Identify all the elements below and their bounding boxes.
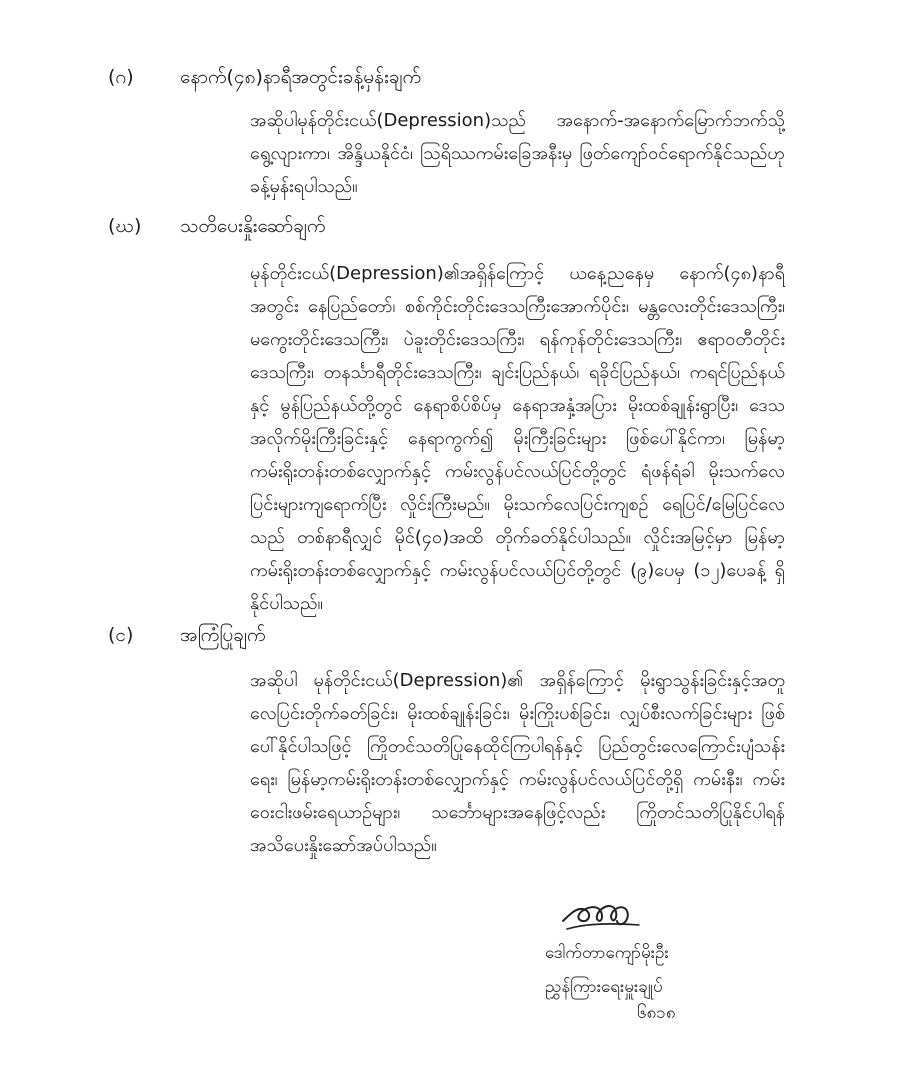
signatory-title: ညွှန်ကြားရေးမှူးချုပ်	[545, 977, 663, 997]
section-heading: သတိပေးနှိုးဆော်ချက်	[180, 215, 326, 237]
section-marker: (ဂ)	[108, 66, 134, 88]
section-body: မုန်တိုင်းငယ်(Depression)၏အရှိန်ကြောင့် ယနေ့ညနေမှ နောက်(၄၈)နာရီအတွင်း နေပြည်တော်၊ စစ်ကိုင်းတိုင်းဒေသကြီးအောက်ပိုင်း၊ မန္တလေးတိုင်းဒေသကြီး၊ မကွေးတိုင်းဒေသကြီး၊ ပဲခူးတိုင်းဒေသကြီး၊ ရန်ကုန်တိုင်းဒေသကြီး၊ ဧရာဝတီတိုင်းဒေသကြီး၊ တနင်္သာရီတိုင်းဒေသကြီး၊ ချင်းပြည်နယ်၊ ရခိုင်ပြည်နယ်၊ ကရင်ပြည်နယ်နှင့် မွန်ပြည်နယ်တို့တွင် နေရာစိပ်စိပ်မှ နေရာအနှံ့အပြား မိုးထစ်ချုန်းရွာပြီး၊ ဒေသအလိုက်မိုးကြီးခြင်းနှင့် နေရာကွက်၍ မိုးကြီးခြင်းများ ဖြစ်ပေါ်နိုင်ကာ၊ မြန်မာ့ကမ်းရိုးတန်းတစ်လျှောက်နှင့် ကမ်းလွန်ပင်လယ်ပြင်တို့တွင် ရံဖန်ရံခါ မိုးသက်လေပြင်းများကျရောက်ပြီး လှိုင်းကြီးမည်။ မိုးသက်လေပြင်းကျစဉ် ရေပြင်/မြေပြင်လေသည် တစ်နာရီလျှင် မိုင်(၄၀)အထိ တိုက်ခတ်နိုင်ပါသည်။ လှိုင်းအမြင့်မှာ မြန်မာ့ကမ်းရိုးတန်းတစ်လျှောက်နှင့် ကမ်းလွန်ပင်လယ်ပြင်တို့တွင် (၉)ပေမှ (၁၂)ပေခန့် ရှိနိုင်ပါသည်။	[250, 263, 785, 614]
handwritten-signature	[557, 895, 647, 939]
section-body: အဆိုပါမုန်တိုင်းငယ်(Depression)သည် အနောက်-အနောက်မြောက်ဘက်သို့ ရွေ့လျားကာ၊ အိန္ဒိယနိုင်ငံ၊ ဩရိဿကမ်းခြေအနီးမှ ဖြတ်ကျော်ဝင်ရောက်နိုင်သည်ဟု ခန့်မှန်းရပါသည်။	[250, 110, 785, 197]
signatory-initials: ၆၈၁၈	[637, 1003, 676, 1023]
section-marker: (င)	[108, 624, 134, 646]
signatory-name: ဒေါက်တာကျော်မိုးဦး	[545, 943, 669, 963]
section-body: အဆိုပါ မုန်တိုင်းငယ်(Depression)၏ အရှိန်ကြောင့် မိုးရွာသွန်းခြင်းနှင့်အတူ လေပြင်းတိုက်ခတ်ခြင်း၊ မိုးထစ်ချုန်းခြင်း၊ မိုးကြိုးပစ်ခြင်း၊ လျှပ်စီးလက်ခြင်းများ ဖြစ်ပေါ်နိုင်ပါသဖြင့် ကြိုတင်သတိပြုနေထိုင်ကြပါရန်နှင့် ပြည်တွင်းလေကြောင်းပျံသန်းရေး၊ မြန်မာ့ကမ်းရိုးတန်းတစ်လျှောက်နှင့် ကမ်းလွန်ပင်လယ်ပြင်တို့ရှိ ကမ်းနီး၊ ကမ်းဝေးငါးဖမ်းရေယာဉ်များ၊ သင်္ဘောများအနေဖြင့်လည်း ကြိုတင်သတိပြုနိုင်ပါရန် အသိပေးနှိုးဆော်အပ်ပါသည်။	[250, 670, 785, 856]
section-marker: (ဃ)	[108, 215, 142, 237]
section-heading: နောက်(၄၈)နာရီအတွင်းခန့်မှန်းချက်	[180, 66, 422, 88]
section-heading: အကြံပြုချက်	[180, 624, 266, 646]
